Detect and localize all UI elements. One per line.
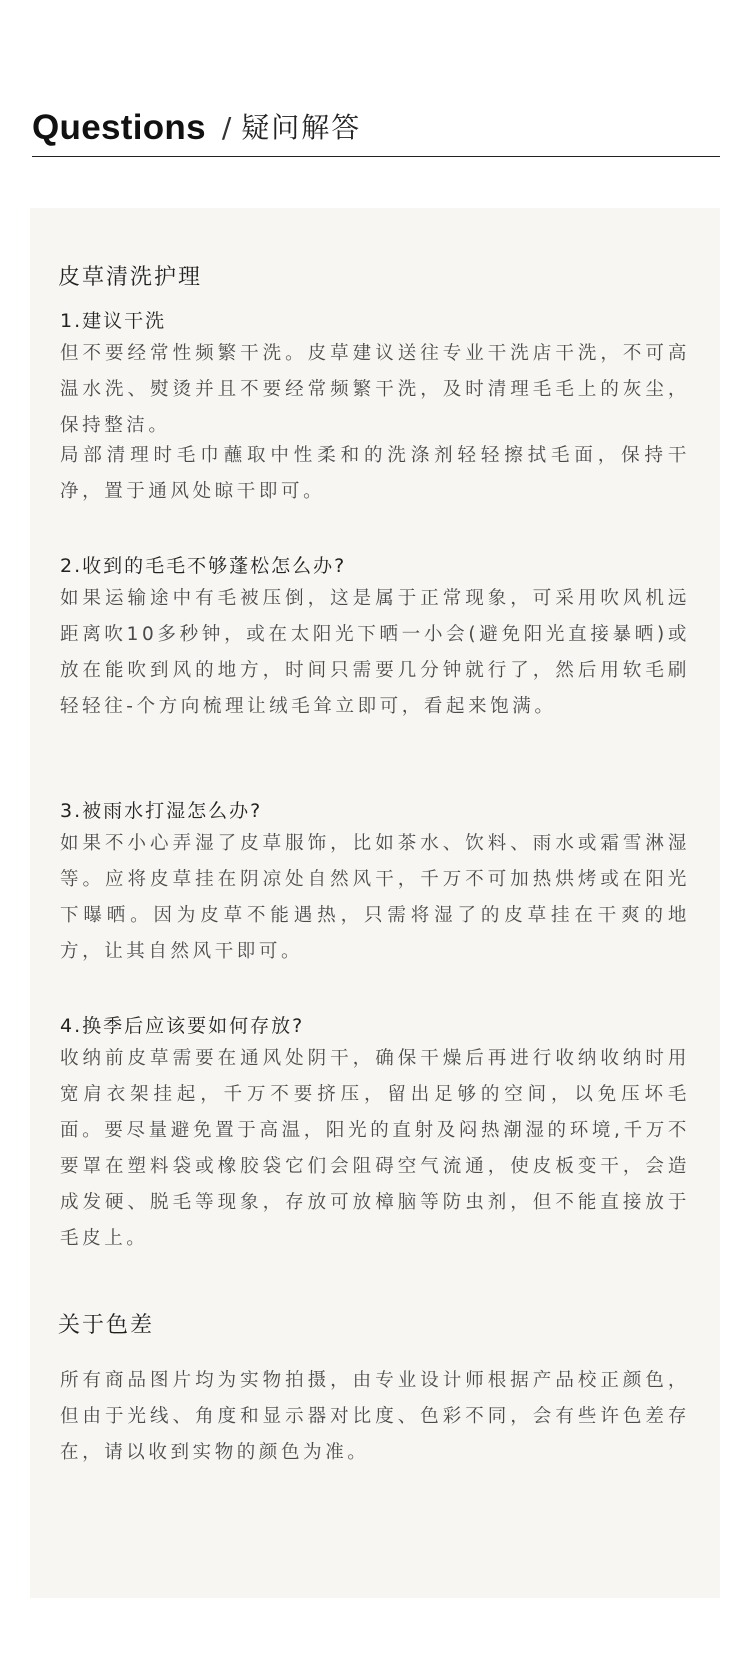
- header-separator: /: [221, 111, 232, 144]
- color-paragraph: 所有商品图片均为实物拍摄，由专业设计师根据产品校正颜色，但由于光线、角度和显示器对比度、色彩不同，会有些许色差存在，请以收到实物的颜色为准。: [60, 1370, 690, 1463]
- answer-4: 收纳前皮草需要在通风处阴干，确保干燥后再进行收纳收纳时用宽肩衣架挂起，千万不要挤压，留出足够的空间，以免压坏毛面。要尽量避免置于高温，阳光的直射及闷热潮湿的环境,千万不要罩在塑料袋或橡胶袋它们会阻碍空气流通，使皮板变干，会造成发硬、脱毛等现象，存放可放樟脑等防虫剂，但不能直接放于毛皮上。: [60, 1048, 690, 1249]
- faq-panel: [30, 208, 720, 1598]
- question-3: 3.被雨水打湿怎么办?: [60, 800, 263, 822]
- question-1: 1.建议干洗: [60, 310, 167, 332]
- answer-1-paragraph-2: 局部清理时毛巾蘸取中性柔和的洗涤剂轻轻擦拭毛面，保持干净，置于通风处晾干即可。: [60, 445, 690, 502]
- color-section-title: 关于色差: [58, 1313, 155, 1338]
- care-section-title: 皮草清洗护理: [58, 265, 203, 290]
- header-title-cn: 疑问解答: [241, 111, 362, 144]
- answer-2: 如果运输途中有毛被压倒，这是属于正常现象，可采用吹风机远距离吹10多秒钟，或在太阳光下晒一小会(避免阳光直接暴晒)或放在能吹到风的地方，时间只需要几分钟就行了，然后用软毛刷轻轻往-个方向梳理让绒毛耸立即可，看起来饱满。: [60, 588, 690, 717]
- answer-3: 如果不小心弄湿了皮草服饰，比如茶水、饮料、雨水或霜雪淋湿等。应将皮草挂在阴凉处自然风干，千万不可加热烘烤或在阳光下曝晒。因为皮草不能遇热，只需将湿了的皮草挂在干爽的地方，让其自然风干即可。: [60, 833, 690, 962]
- page-header: [32, 100, 720, 157]
- question-2: 2.收到的毛毛不够蓬松怎么办?: [60, 555, 347, 577]
- question-4: 4.换季后应该要如何存放?: [60, 1015, 305, 1037]
- answer-1-paragraph-1: 但不要经常性频繁干洗。皮草建议送往专业干洗店干洗，不可高温水洗、熨烫并且不要经常频繁干洗，及时清理毛毛上的灰尘，保持整洁。: [60, 343, 690, 436]
- header-title-en: Questions: [32, 108, 206, 147]
